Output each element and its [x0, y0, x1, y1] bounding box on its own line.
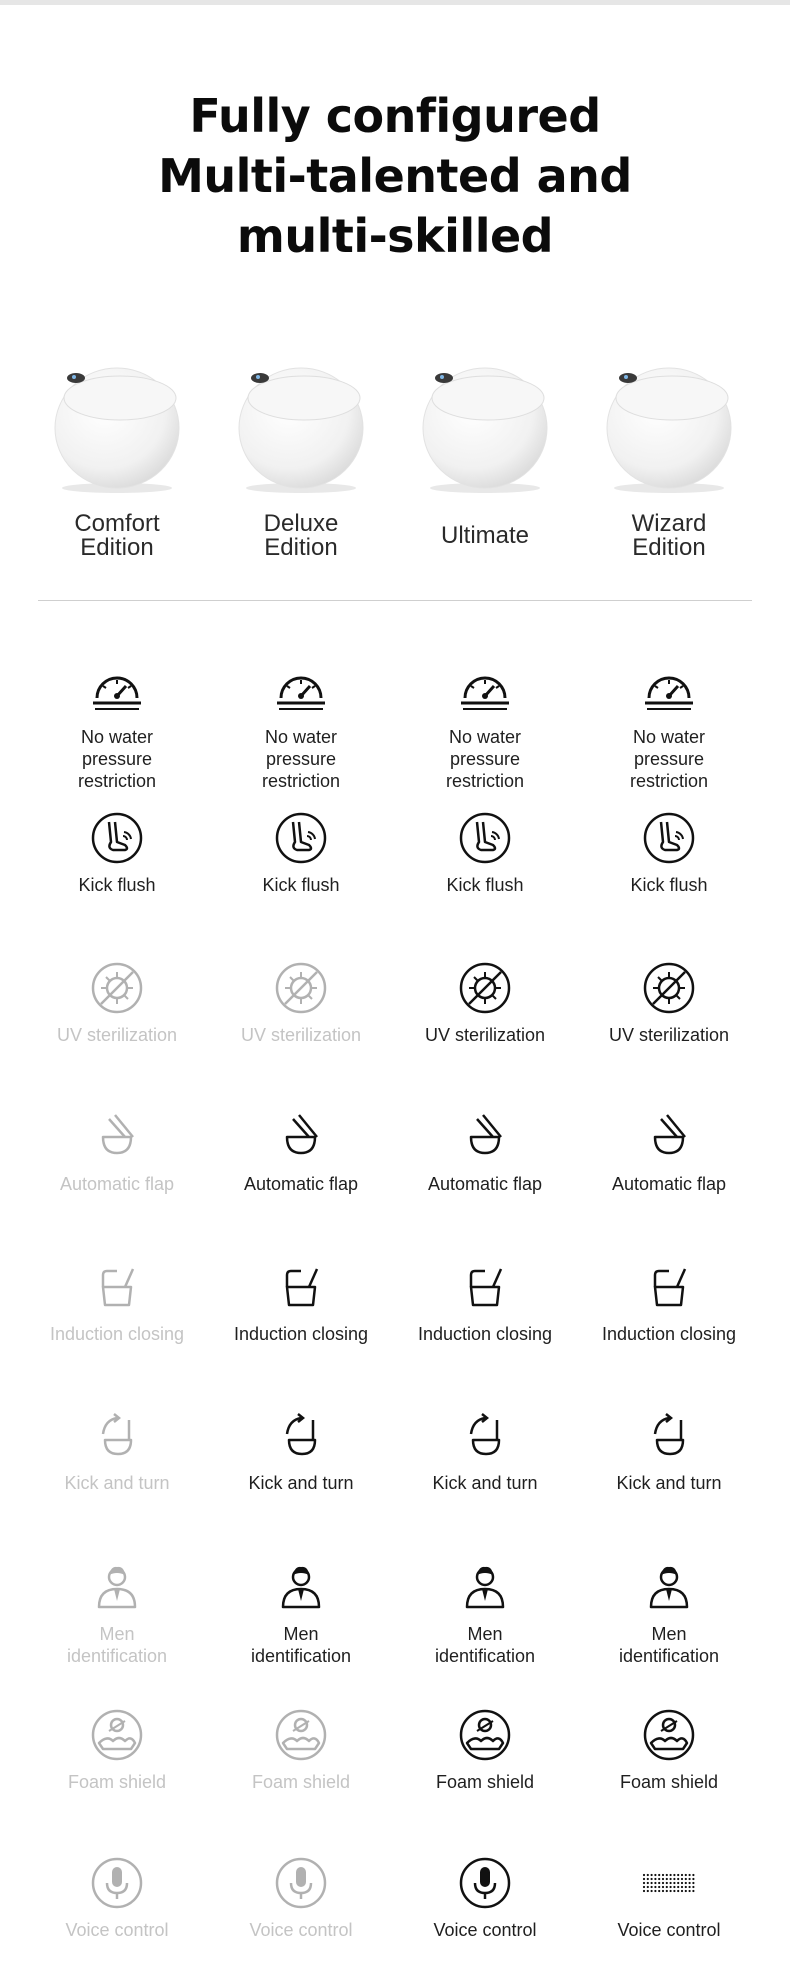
feature-label: UV sterilization	[608, 1025, 730, 1045]
feature-cell-uv-1	[25, 958, 209, 1046]
feature-cell-uv-2	[209, 958, 393, 1046]
feature-cell-voice-2	[209, 1853, 393, 1941]
edition-label: Comfort Edition	[74, 510, 160, 561]
auto-flap-icon	[639, 1107, 699, 1167]
kick-turn-icon	[87, 1406, 147, 1466]
divider	[38, 600, 752, 601]
feature-cell-pressure-4	[577, 660, 761, 792]
editions-row	[0, 360, 790, 570]
speedometer-icon	[87, 660, 147, 720]
feature-label: Induction closing	[49, 1324, 185, 1344]
uv-virus-icon	[639, 958, 699, 1018]
feature-cell-kick-turn-1	[25, 1406, 209, 1494]
feature-label: No water pressure restriction	[77, 727, 157, 791]
feature-label: Voice control	[249, 1920, 353, 1940]
foam-shield-icon	[455, 1705, 515, 1765]
toilet-image	[410, 360, 560, 495]
feature-label: Induction closing	[233, 1324, 369, 1344]
title-line-2: Multi-talented and	[158, 149, 632, 203]
uv-virus-icon	[455, 958, 515, 1018]
feature-label: No water pressure restriction	[261, 727, 341, 791]
induction-closing-icon	[455, 1257, 515, 1317]
feature-cell-kick-flush-3	[393, 808, 577, 896]
feature-cell-kick-flush-2	[209, 808, 393, 896]
induction-closing-icon	[271, 1257, 331, 1317]
feature-cell-uv-4	[577, 958, 761, 1046]
foot-sensor-icon	[639, 808, 699, 868]
feature-label: Automatic flap	[59, 1174, 175, 1194]
toilet-image	[226, 360, 376, 495]
feature-cell-induction-4	[577, 1257, 761, 1345]
auto-flap-icon	[271, 1107, 331, 1167]
feature-label: No water pressure restriction	[629, 727, 709, 791]
feature-cell-men-id-2	[209, 1557, 393, 1667]
feature-label: Voice control	[617, 1920, 721, 1940]
feature-label: Automatic flap	[243, 1174, 359, 1194]
feature-label: Kick and turn	[616, 1473, 722, 1493]
feature-label: Men identification	[618, 1624, 720, 1666]
feature-cell-voice-1	[25, 1853, 209, 1941]
foot-sensor-icon	[455, 808, 515, 868]
microphone-icon	[87, 1853, 147, 1913]
feature-label: Men identification	[250, 1624, 352, 1666]
toilet-image	[594, 360, 744, 495]
microphone-icon	[271, 1853, 331, 1913]
feature-label: Kick and turn	[64, 1473, 170, 1493]
man-icon	[639, 1557, 699, 1617]
microphone-icon	[455, 1853, 515, 1913]
feature-cell-kick-flush-1	[25, 808, 209, 896]
auto-flap-icon	[87, 1107, 147, 1167]
induction-closing-icon	[87, 1257, 147, 1317]
speedometer-icon	[639, 660, 699, 720]
feature-cell-foam-2	[209, 1705, 393, 1793]
feature-label: Automatic flap	[611, 1174, 727, 1194]
feature-cell-kick-turn-3	[393, 1406, 577, 1494]
edition-label: Deluxe Edition	[263, 510, 339, 561]
feature-label: Kick flush	[630, 875, 708, 895]
feature-label: Voice control	[433, 1920, 537, 1940]
kick-turn-icon	[271, 1406, 331, 1466]
man-icon	[87, 1557, 147, 1617]
feature-label: No water pressure restriction	[445, 727, 525, 791]
title-line-1: Fully configured	[189, 89, 601, 143]
feature-label: Kick and turn	[432, 1473, 538, 1493]
feature-label: UV sterilization	[424, 1025, 546, 1045]
feature-cell-kick-turn-2	[209, 1406, 393, 1494]
feature-label: Induction closing	[417, 1324, 553, 1344]
feature-cell-kick-turn-4	[577, 1406, 761, 1494]
foot-sensor-icon	[87, 808, 147, 868]
feature-cell-pressure-3	[393, 660, 577, 792]
feature-label: Foam shield	[435, 1772, 535, 1792]
feature-cell-pressure-2	[209, 660, 393, 792]
edition-comfort[interactable]	[25, 360, 209, 561]
feature-cell-uv-3	[393, 958, 577, 1046]
man-icon	[455, 1557, 515, 1617]
feature-cell-kick-flush-4	[577, 808, 761, 896]
feature-cell-voice-4	[577, 1853, 761, 1941]
feature-cell-auto-flap-4	[577, 1107, 761, 1195]
feature-cell-men-id-1	[25, 1557, 209, 1667]
edition-label: Ultimate	[440, 522, 530, 549]
feature-cell-induction-3	[393, 1257, 577, 1345]
foam-shield-icon	[271, 1705, 331, 1765]
feature-cell-auto-flap-3	[393, 1107, 577, 1195]
feature-cell-foam-4	[577, 1705, 761, 1793]
man-icon	[271, 1557, 331, 1617]
foam-shield-icon	[639, 1705, 699, 1765]
auto-flap-icon	[455, 1107, 515, 1167]
feature-label: Kick flush	[78, 875, 156, 895]
feature-cell-induction-1	[25, 1257, 209, 1345]
uv-virus-icon	[87, 958, 147, 1018]
foot-sensor-icon	[271, 808, 331, 868]
page-title	[0, 86, 790, 266]
feature-label: Foam shield	[619, 1772, 719, 1792]
edition-wizard[interactable]	[577, 360, 761, 561]
feature-label: Voice control	[65, 1920, 169, 1940]
edition-label: Wizard Edition	[631, 510, 707, 561]
feature-label: Kick flush	[262, 875, 340, 895]
feature-label: Automatic flap	[427, 1174, 543, 1194]
kick-turn-icon	[455, 1406, 515, 1466]
feature-label: Foam shield	[67, 1772, 167, 1792]
feature-label: Men identification	[434, 1624, 536, 1666]
feature-label: Induction closing	[601, 1324, 737, 1344]
dot-matrix-icon	[639, 1853, 699, 1913]
feature-cell-men-id-4	[577, 1557, 761, 1667]
feature-label: Kick flush	[446, 875, 524, 895]
top-border	[0, 0, 790, 5]
feature-cell-voice-3	[393, 1853, 577, 1941]
induction-closing-icon	[639, 1257, 699, 1317]
feature-label: UV sterilization	[240, 1025, 362, 1045]
speedometer-icon	[455, 660, 515, 720]
title-line-3: multi-skilled	[236, 209, 554, 263]
feature-cell-auto-flap-2	[209, 1107, 393, 1195]
feature-cell-foam-3	[393, 1705, 577, 1793]
feature-label: Kick and turn	[248, 1473, 354, 1493]
feature-label: Foam shield	[251, 1772, 351, 1792]
uv-virus-icon	[271, 958, 331, 1018]
feature-label: Men identification	[66, 1624, 168, 1666]
edition-deluxe[interactable]	[209, 360, 393, 561]
speedometer-icon	[271, 660, 331, 720]
feature-cell-induction-2	[209, 1257, 393, 1345]
feature-cell-foam-1	[25, 1705, 209, 1793]
feature-cell-men-id-3	[393, 1557, 577, 1667]
feature-label: UV sterilization	[56, 1025, 178, 1045]
feature-cell-pressure-1	[25, 660, 209, 792]
toilet-image	[42, 360, 192, 495]
edition-ultimate[interactable]	[393, 360, 577, 561]
feature-cell-auto-flap-1	[25, 1107, 209, 1195]
foam-shield-icon	[87, 1705, 147, 1765]
kick-turn-icon	[639, 1406, 699, 1466]
